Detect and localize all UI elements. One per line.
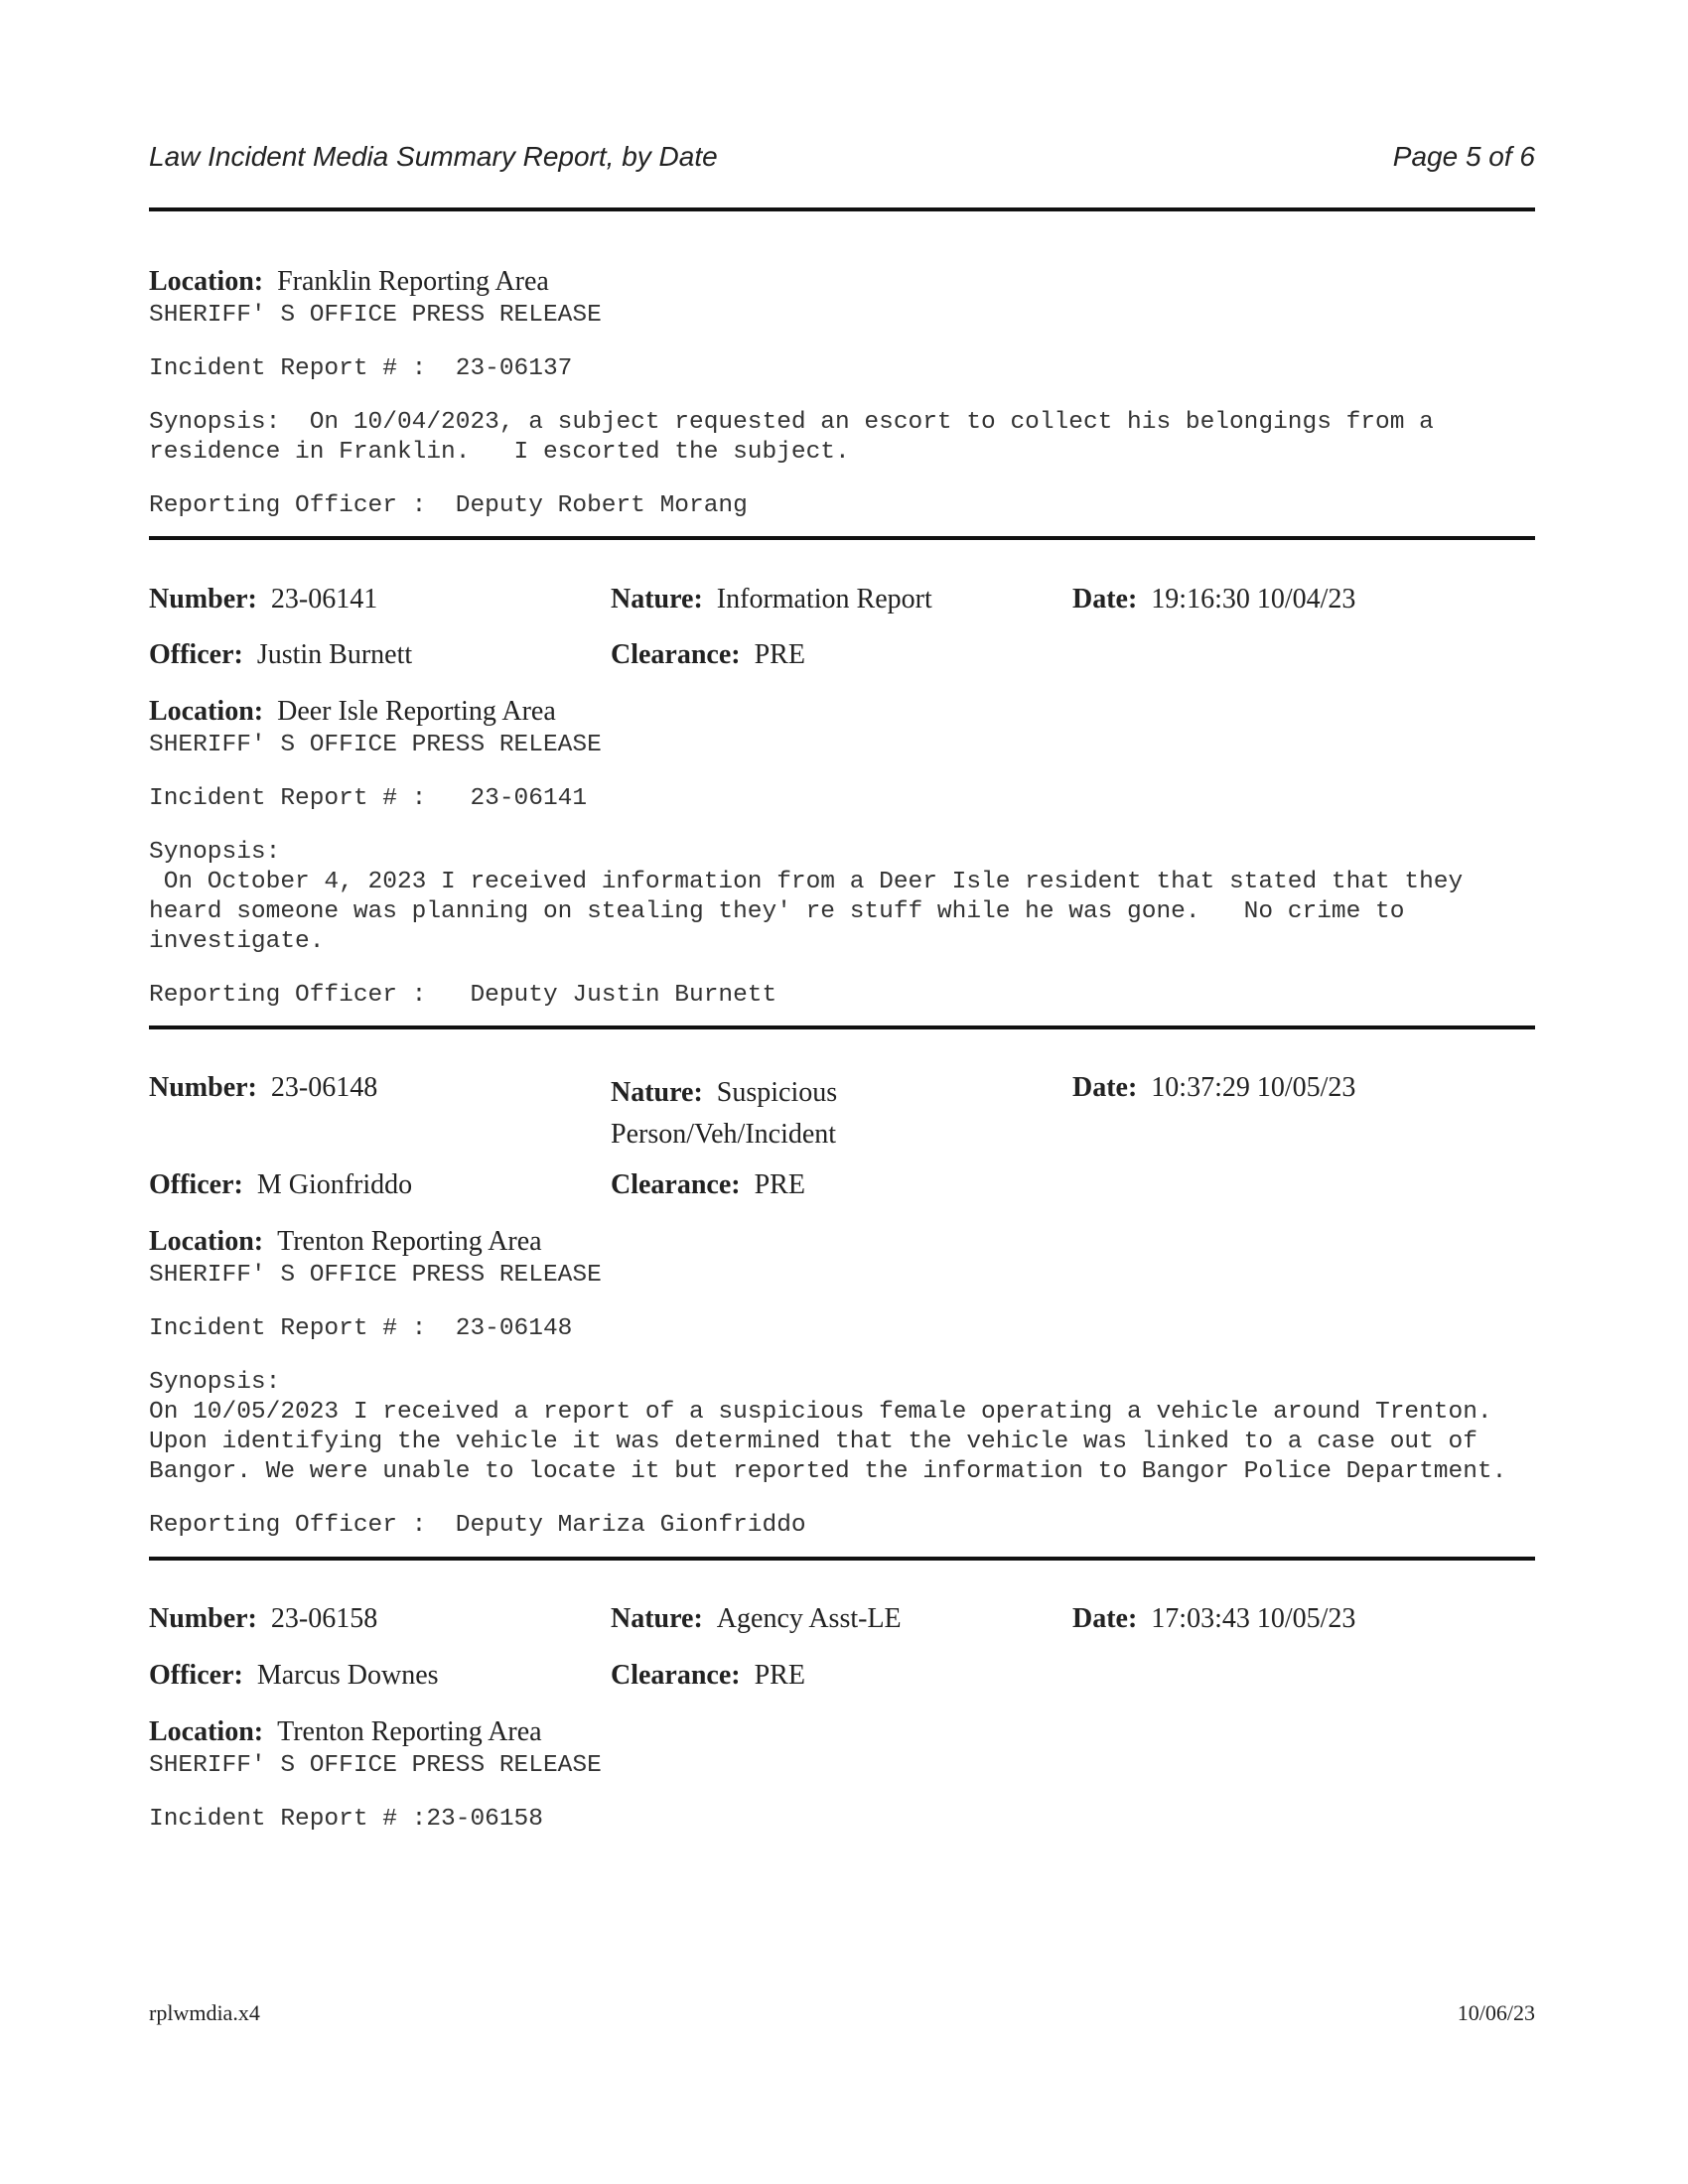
entry1-officer: Officer: Justin Burnett	[149, 639, 413, 670]
entry2-number: Number: 23-06148	[149, 1072, 378, 1103]
entry3-number: Number: 23-06158	[149, 1603, 378, 1634]
entry0-reporting-officer: Reporting Officer : Deputy Robert Morang	[149, 492, 748, 519]
entry0-synopsis: Synopsis: On 10/04/2023, a subject requested an escort to collect his belongings from a residence in Franklin. I escorted the subject.	[149, 409, 1434, 466]
entry3-officer: Officer: Marcus Downes	[149, 1660, 439, 1691]
entry3-incident-report: Incident Report # :23-06158	[149, 1806, 543, 1833]
entry1-date: Date: 19:16:30 10/04/23	[1072, 584, 1356, 614]
entry1-reporting-officer: Reporting Officer : Deputy Justin Burnett	[149, 982, 777, 1009]
report-header	[149, 141, 1535, 173]
entry2-clearance: Clearance: PRE	[611, 1169, 805, 1200]
entry1-clearance: Clearance: PRE	[611, 639, 805, 670]
entry3-date: Date: 17:03:43 10/05/23	[1072, 1603, 1356, 1634]
entry2-nature: Nature: Suspicious Person/Veh/Incident	[611, 1077, 838, 1150]
header-rule	[149, 207, 1535, 211]
entry3-clearance: Clearance: PRE	[611, 1660, 805, 1691]
footer-print-date: 10/06/23	[1457, 2000, 1535, 2025]
report-title: Law Incident Media Summary Report, by Date	[149, 141, 718, 172]
entry-divider	[149, 1025, 1535, 1029]
entry2-incident-report: Incident Report # : 23-06148	[149, 1315, 573, 1342]
entry2-synopsis: Synopsis: On 10/05/2023 I received a report of a suspicious female operating a vehicle around Trenton. Upon identifying the vehicle it was determined that the vehicle was linked to a case out of Bangor. We were unable to locate it but reported the information to Bangor Police Department.	[149, 1369, 1507, 1485]
entry3-location: Location: Trenton Reporting Area	[149, 1716, 542, 1747]
entry-divider	[149, 536, 1535, 540]
entry1-incident-report: Incident Report # : 23-06141	[149, 785, 588, 812]
entry2-date: Date: 10:37:29 10/05/23	[1072, 1072, 1356, 1103]
entry2-reporting-officer: Reporting Officer : Deputy Mariza Gionfriddo	[149, 1512, 806, 1539]
entry1-press-release: SHERIFF' S OFFICE PRESS RELEASE	[149, 732, 602, 758]
entry1-number: Number: 23-06141	[149, 584, 378, 614]
entry-divider	[149, 1557, 1535, 1561]
entry2-location: Location: Trenton Reporting Area	[149, 1226, 542, 1257]
page-number: Page 5 of 6	[1392, 141, 1535, 172]
entry1-nature: Nature: Information Report	[611, 584, 932, 614]
entry0-press-release: SHERIFF' S OFFICE PRESS RELEASE	[149, 302, 602, 329]
entry0-incident-report: Incident Report # : 23-06137	[149, 355, 573, 382]
entry1-location: Location: Deer Isle Reporting Area	[149, 696, 556, 727]
entry0-location: Location: Franklin Reporting Area	[149, 266, 549, 297]
entry3-press-release: SHERIFF' S OFFICE PRESS RELEASE	[149, 1752, 602, 1779]
entry3-nature: Nature: Agency Asst-LE	[611, 1603, 902, 1634]
entry2-press-release: SHERIFF' S OFFICE PRESS RELEASE	[149, 1262, 602, 1289]
entry2-officer: Officer: M Gionfriddo	[149, 1169, 413, 1200]
footer-report-code: rplwmdia.x4	[149, 2000, 260, 2025]
report-footer	[149, 2000, 1535, 2026]
entry1-synopsis: Synopsis: On October 4, 2023 I received information from a Deer Isle resident that stated that they heard someone was planning on stealing they' re stuff while he was gone. No crime to investigate.	[149, 839, 1464, 955]
